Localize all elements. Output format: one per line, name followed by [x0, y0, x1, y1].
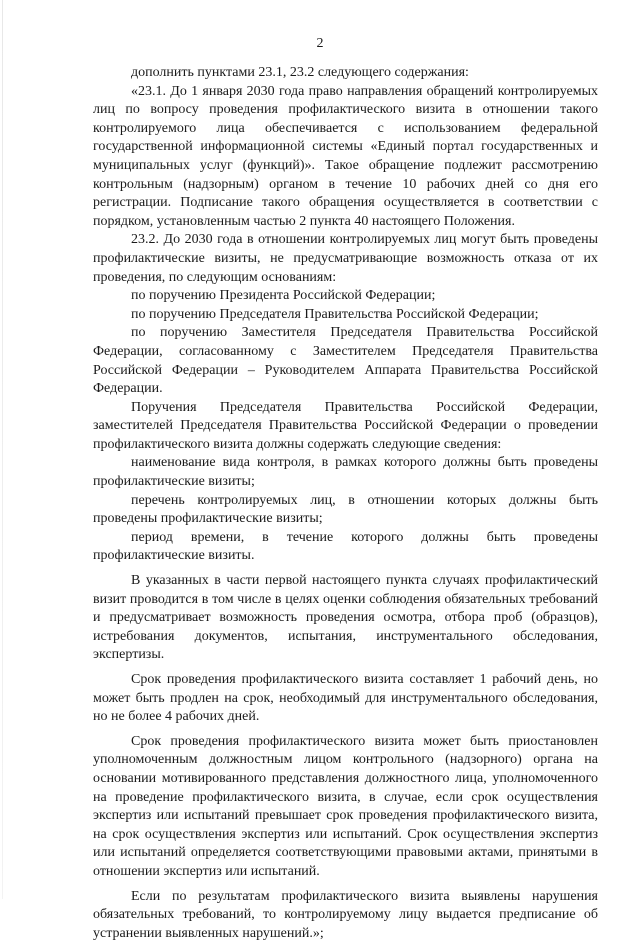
paragraph-23-1: «23.1. До 1 января 2030 года право направления обращений контролируемых лиц по вопросу проведения профилактического визита в отношении такого контролируемого лица обеспечивается с использованием федеральной государственной информационной системы «Единый портал государственных и муниципальных услуг (функций)». Такое обращение подлежит рассмотрению контрольным (надзорным) органом в течение 10 рабочих дней со дня его регистрации. Подписание такого обращения осуществляется в соответствии с порядком, установленным частью 2 пункта 40 настоящего Положения. [93, 83, 598, 229]
list-item-time-period: период времени, в течение которого должны быть проведены профилактические визиты. [93, 529, 598, 564]
list-item-president: по поручению Президента Российской Федерации; [131, 288, 436, 304]
paragraph-visit-duration: Срок проведения профилактического визита составляет 1 рабочий день, но может быть продлен на срок, необходимый для инструментального обследования, но не более 4 рабочих дней. [93, 672, 598, 725]
list-item-chairman: по поручению Председателя Правительства Российской Федерации; [131, 306, 539, 322]
list-item-controlled-persons: перечень контролируемых лиц, в отношении которых должны быть проведены профилактические визиты; [93, 492, 598, 527]
paragraph-violations-order: Если по результатам профилактического визита выявлены нарушения обязательных требований, то контролируемому лицу выдается предписание об устранении выявленных нарушений.»; [93, 888, 598, 941]
document-body [93, 64, 598, 943]
list-item-deputy-chairman: по поручению Заместителя Председателя Правительства Российской Федерации, согласованному с Заместителем Председателя Правительства Российской Федерации – Руководителем Аппарата Правительства Российской Федерации. [93, 325, 598, 397]
scan-edge [2, 0, 3, 899]
paragraph-visit-suspension: Срок проведения профилактического визита может быть приостановлен уполномоченным должностным лицом контрольного (надзорного) органа на основании мотивированного представления должностного лица, уполномоченного на проведение профилактического визита, в случае, если срок осуществления экспертиз или испытаний превышает срок проведения профилактического визита, на срок осуществления экспертиз или испытаний. Срок осуществления экспертиз или испытаний определяется соответствующими правовыми актами, принятыми в отношении экспертиз или испытаний. [93, 733, 598, 879]
page-number: 2 [316, 36, 324, 51]
paragraph-instructions-content: Поручения Председателя Правительства Российской Федерации, заместителей Председателя Правительства Российской Федерации о проведении профилактического визита должны содержать следующие сведения: [93, 399, 598, 452]
list-item-control-type: наименование вида контроля, в рамках которого должны быть проведены профилактические визиты; [93, 455, 598, 490]
paragraph-intro: дополнить пунктами 23.1, 23.2 следующего содержания: [131, 65, 469, 80]
paragraph-visit-scope: В указанных в части первой настоящего пункта случаях профилактический визит проводится в том числе в целях оценки соблюдения обязательных требований и предусматривает возможность проведения осмотра, отбора проб (образцов), истребования документов, испытания, инструментального обследования, экспертизы. [93, 573, 598, 663]
paragraph-23-2: 23.2. До 2030 года в отношении контролируемых лиц могут быть проведены профилактические визиты, не предусматривающие возможность отказа от их проведения, по следующим основаниям: [93, 232, 598, 285]
